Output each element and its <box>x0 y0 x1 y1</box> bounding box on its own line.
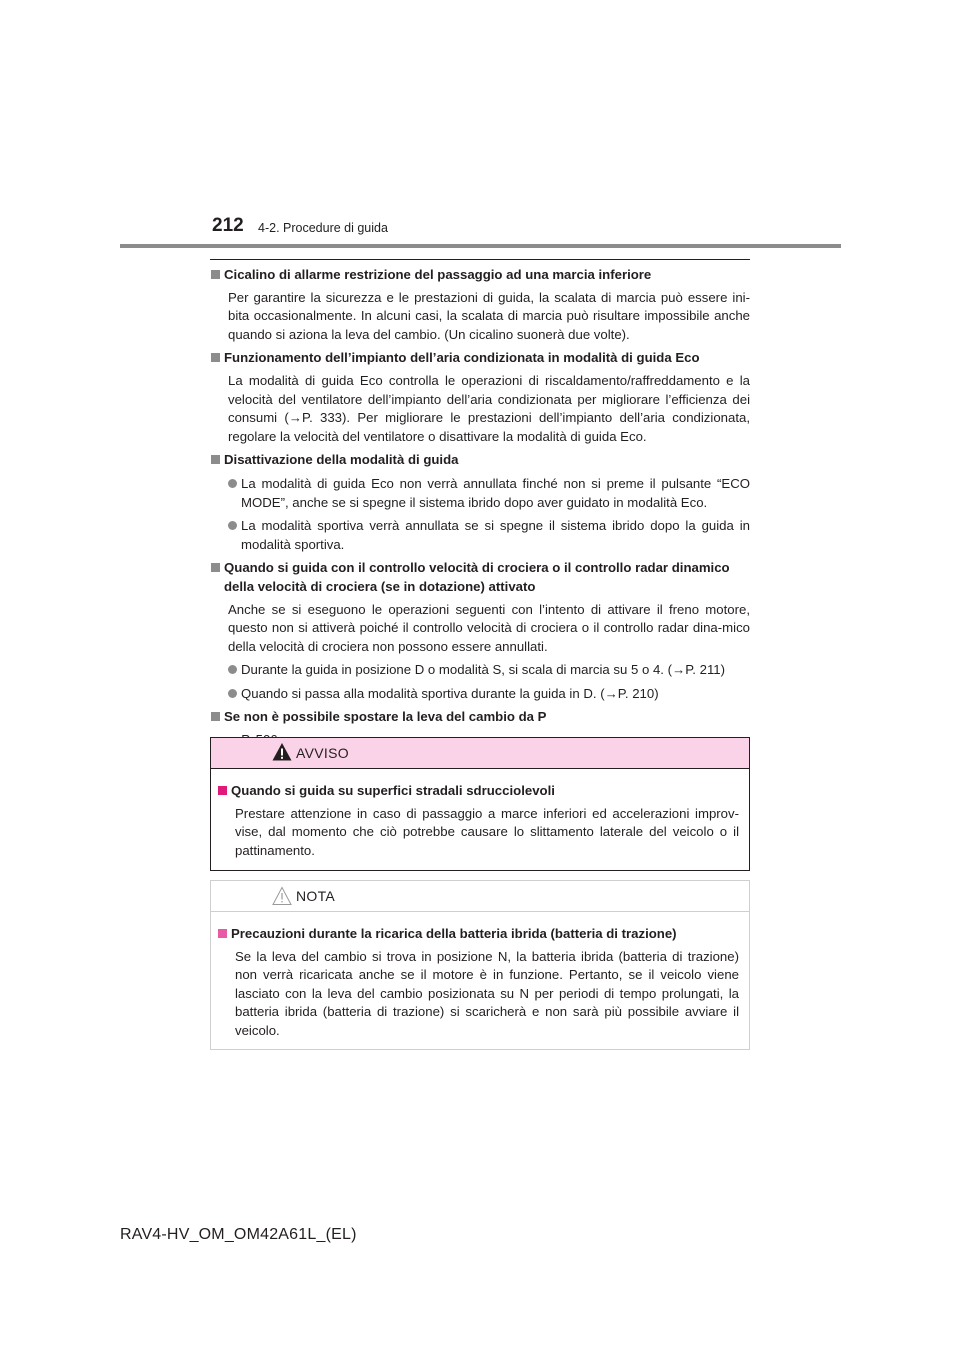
section-downshift-buzzer <box>210 266 750 344</box>
square-bullet-icon <box>211 353 220 362</box>
section-heading: Funzionamento dell’impianto dell’aria condizionata in modalità di guida Eco <box>210 349 750 368</box>
section-paragraph: Anche se si eseguono le operazioni seguenti con l’intento di attivare il freno motore, questo non si attiverà poiché il controllo velocità di crociera o il controllo radar dina-mico della velocità di crociera non possono essere annullati. <box>228 601 750 654</box>
round-bullet-icon <box>228 665 237 674</box>
avviso-paragraph: Prestare attenzione in caso di passaggio a marce inferiori ed accelerazioni improv-vise, dal momento che ciò potrebbe causare lo slittamento laterale del veicolo o il pattinamento. <box>235 805 739 858</box>
document-code: RAV4-HV_OM_OM42A61L_(EL) <box>120 1226 357 1243</box>
round-bullet-icon <box>228 479 237 488</box>
list-item: La modalità di guida Eco non verrà annullata finché non si preme il pulsante “ECO MODE”, anche se si spegne il sistema ibrido dopo aver guidato in modalità Eco. <box>228 475 750 512</box>
page-number: 212 <box>212 215 244 236</box>
avviso-box <box>210 737 750 871</box>
nota-box <box>210 880 750 1050</box>
round-bullet-icon <box>228 689 237 698</box>
round-bullet-icon <box>228 521 237 530</box>
section-heading: Cicalino di allarme restrizione del passaggio ad una marcia inferiore <box>210 266 750 285</box>
caution-triangle-icon <box>272 886 292 906</box>
section-eco-air-conditioning <box>210 349 750 446</box>
section-heading: Se non è possibile spostare la leva del cambio da P <box>210 708 750 727</box>
nota-label: NOTA <box>296 888 336 904</box>
section-paragraph: Per garantire la sicurezza e le prestazioni di guida, la scalata di marcia può essere ini-bita occasionalmente. In alcuni casi, la scalata di marcia può risultare impossibile anche quando si aziona la leva del cambio. (Un cicalino suonerà due volte). <box>228 289 750 342</box>
header-rule <box>120 244 841 248</box>
list-item: Durante la guida in posizione D o modalità S, si scala di marcia su 5 o 4. (→P. 211) <box>228 661 750 680</box>
square-bullet-icon <box>211 563 220 572</box>
avviso-label: AVVISO <box>296 745 349 761</box>
square-bullet-icon <box>218 929 227 938</box>
list-item: Quando si passa alla modalità sportiva durante la guida in D. (→P. 210) <box>228 685 750 704</box>
section-paragraph: La modalità di guida Eco controlla le operazioni di riscaldamento/raffreddamento e la velocità del ventilatore dell’impianto dell’aria condizionata per migliorare l’efficienza dei consumi (→P. 333). Per migliorare le prestazioni dell’impianto dell’aria condizionata, regolare la velocità del ventilatore o disattivare la modalità di guida Eco. <box>228 372 750 444</box>
list-item: La modalità sportiva verrà annullata se si spegne il sistema ibrido dopo la guida in modalità sportiva. <box>228 517 750 554</box>
square-bullet-icon <box>211 455 220 464</box>
avviso-body <box>211 769 749 860</box>
section-title: 4-2. Procedure di guida <box>258 221 388 235</box>
square-bullet-icon <box>211 712 220 721</box>
nota-paragraph: Se la leva del cambio si trova in posizione N, la batteria ibrida (batteria di trazione) non verrà ricaricata anche se il motore è in funzione. Pertanto, se il veicolo viene lasciato con la leva del cambio posizionata su N per periodi di tempo prolungati, la batteria ibrida (batteria di trazione) si scaricherà e non sarà più possibile avviare il veicolo. <box>235 948 739 1038</box>
main-content <box>210 266 750 755</box>
nota-header <box>211 881 749 912</box>
section-mode-deactivation <box>210 451 750 554</box>
section-heading: Quando si guida con il controllo velocità di crociera o il controllo radar dinamico della velocità di crociera (se in dotazione) attivato <box>210 559 750 596</box>
nota-heading: Precauzioni durante la ricarica della batteria ibrida (batteria di trazione) <box>217 925 739 944</box>
avviso-heading: Quando si guida su superfici stradali sdrucciolevoli <box>217 782 739 801</box>
nota-body <box>211 912 749 1041</box>
section-cruise-control <box>210 559 750 703</box>
content-rule <box>210 259 750 260</box>
section-heading: Disattivazione della modalità di guida <box>210 451 750 470</box>
square-bullet-icon <box>218 786 227 795</box>
avviso-header <box>211 738 749 769</box>
warning-triangle-icon <box>272 742 292 762</box>
square-bullet-icon <box>211 270 220 279</box>
